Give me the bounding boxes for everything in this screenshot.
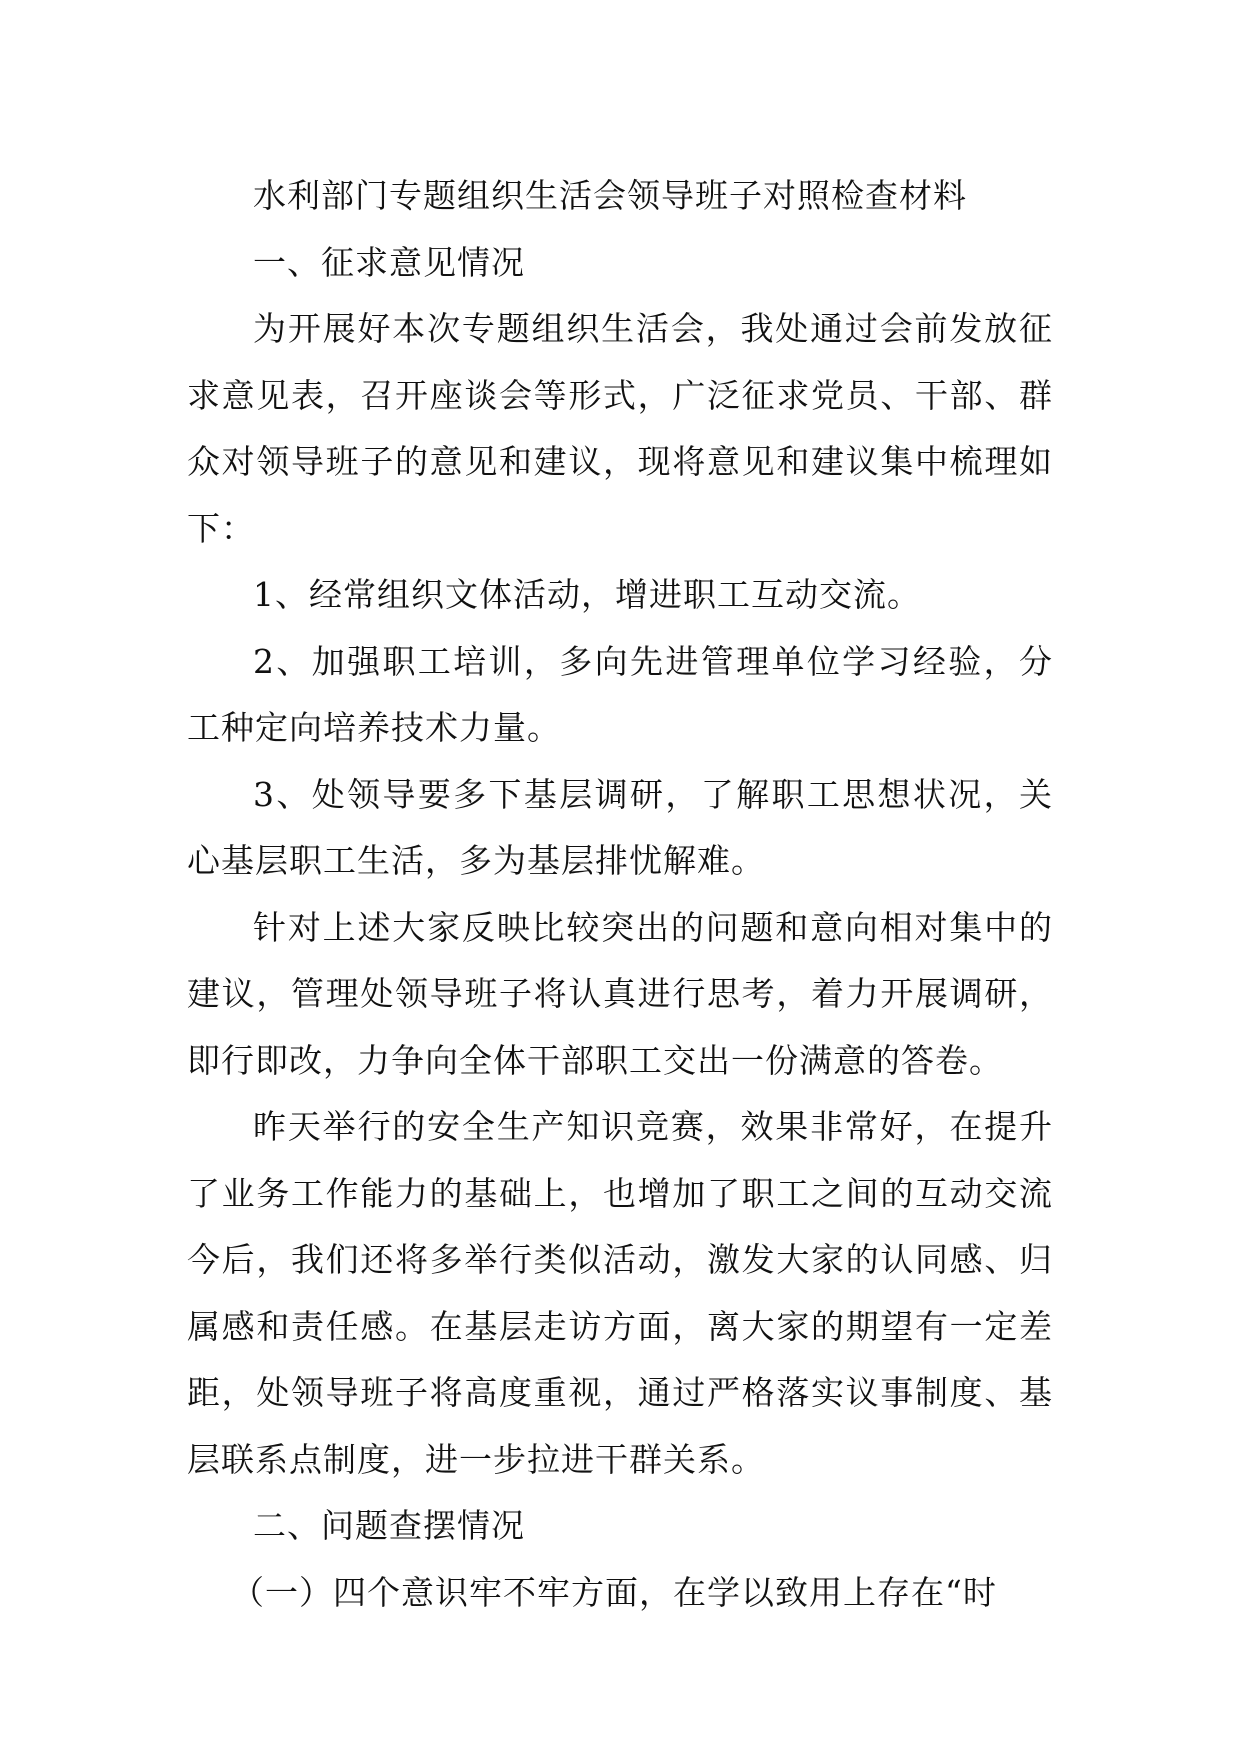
document-body bbox=[187, 163, 1053, 1626]
document-title: 水利部门专题组织生活会领导班子对照检查材料 bbox=[253, 176, 967, 215]
list-item: 3、处领导要多下基层调研，了解职工思想状况，关心基层职工生活，多为基层排忧解难。 bbox=[187, 774, 1053, 880]
list-item: 1、经常组织文体活动，增进职工互动交流。 bbox=[253, 575, 921, 614]
section-heading-1: 一、征求意见情况 bbox=[253, 242, 525, 282]
section-heading-2: 二、问题查摆情况 bbox=[253, 1506, 525, 1545]
response-paragraph: 针对上述大家反映比较突出的问题和意向相对集中的建议，管理处领导班子将认真进行思考，着力开展调研，即行即改，力争向全体干部职工交出一份满意的答卷。 bbox=[187, 907, 1053, 1080]
intro-paragraph: 为开展好本次专题组织生活会，我处通过会前发放征求意见表，召开座谈会等形式，广泛征求党员、干部、群众对领导班子的意见和建议，现将意见和建议集中梳理如下： bbox=[187, 309, 1053, 548]
subsection-1: （一）四个意识牢不牢方面，在学以致用上存在“时 bbox=[231, 1572, 997, 1612]
followup-paragraph: 昨天举行的安全生产知识竞赛，效果非常好，在提升了业务工作能力的基础上，也增加了职工之间的互动交流今后，我们还将多举行类似活动，激发大家的认同感、归属感和责任感。在基层走访方面，离大家的期望有一定差距，处领导班子将高度重视，通过严格落实议事制度、基层联系点制度，进一步拉进干群关系。 bbox=[187, 1107, 1053, 1479]
list-item: 2、加强职工培训，多向先进管理单位学习经验，分工种定向培养技术力量。 bbox=[187, 641, 1053, 747]
